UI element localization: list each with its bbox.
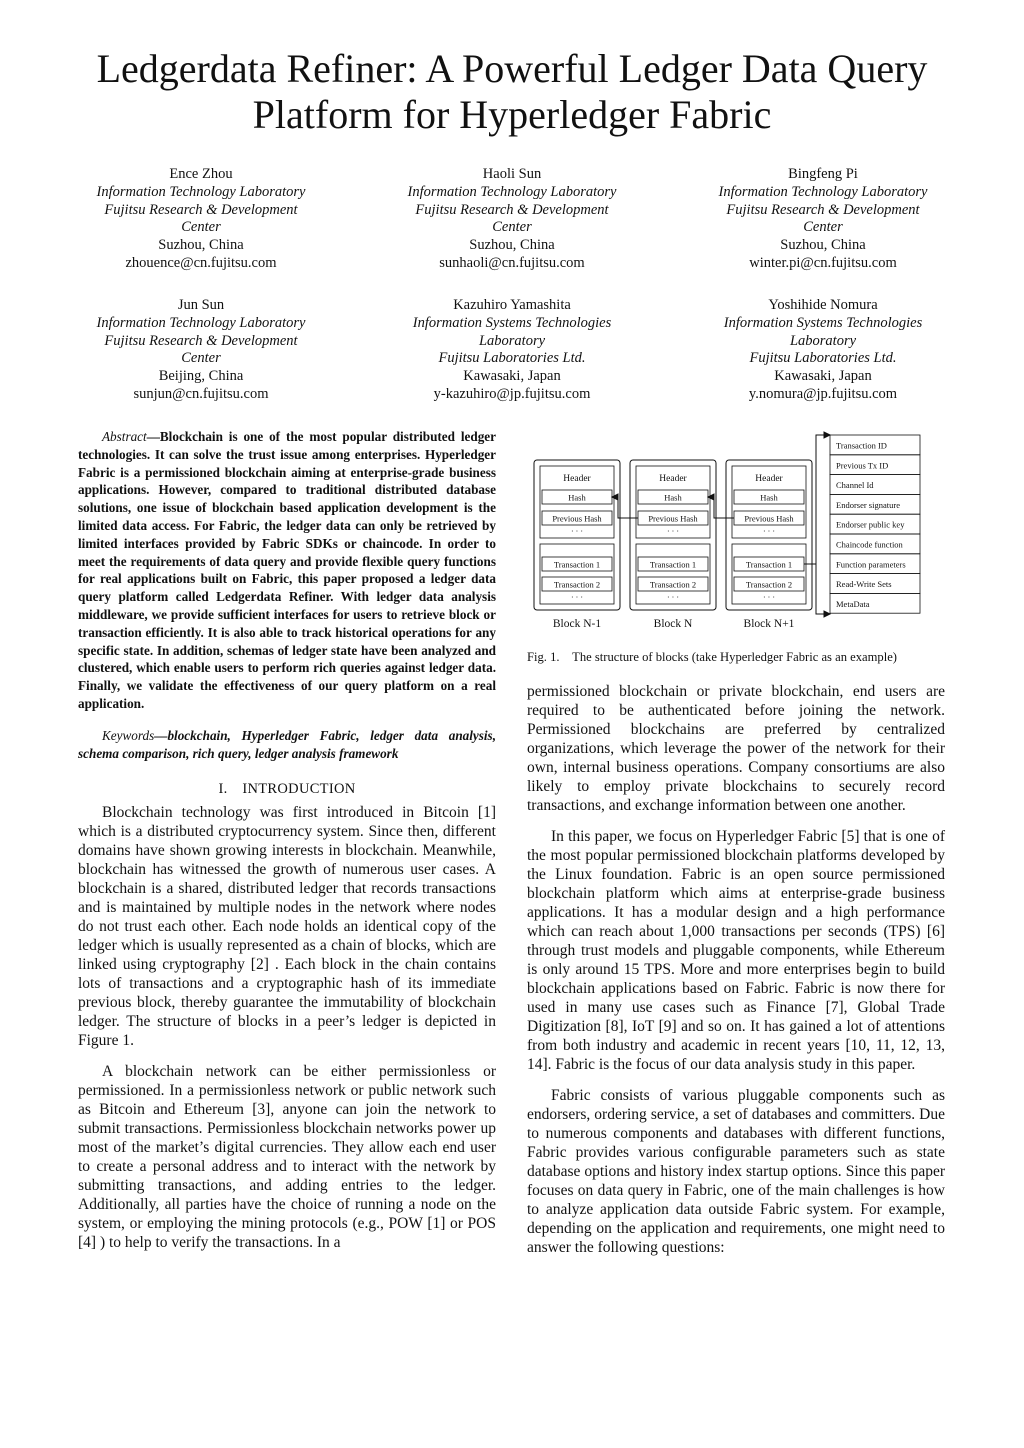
author-email: sunhaoli@cn.fujitsu.com [439, 254, 585, 271]
author-email: zhouence@cn.fujitsu.com [125, 254, 277, 271]
transaction-label: Transaction 1 [745, 559, 793, 570]
link-arrow [816, 564, 830, 614]
transaction-label: Transaction 2 [745, 579, 793, 590]
author-affiliation: Information Systems Technologies [723, 314, 923, 331]
field-label: Transaction ID [836, 440, 887, 451]
abstract-text: —Blockchain is one of the most popular distributed ledger technologies. It can solve the trust issue among enterprises. Hyperledger Fabric is a permissioned blockchain aiming at enterprise-grade business applications. However, compared to traditional distributed database solutions, one issue of blockchain based application development is the limited data access. For Fabric, the ledger data can only be retrieved by limited interfaces provided by Fabric SDKs or chaincode. In order to meet the requirements of data query and provide flexible query functions for real applications built on Fabric, this paper proposed a ledger data query platform called Ledgerdata Refiner. With ledger data analysis middleware, we provide sufficient interfaces for users to retrieve block or transaction efficiently. It is also able to track historical operations for any specific state. In addition, schemas of ledger state have been analyzed and clustered, which enable users to perform rich queries against ledger data. Finally, we validate the effectiveness of our query platform on a real application. [78, 429, 496, 711]
title-line-2: Platform for Hyperledger Fabric [252, 92, 772, 137]
link-arrow [804, 435, 830, 564]
abstract [78, 428, 496, 713]
author-block [362, 297, 662, 404]
block-3 [726, 460, 812, 630]
author-affiliation: Center [181, 350, 221, 367]
section-initial: I [242, 781, 248, 798]
prev-hash-label: Previous Hash [648, 513, 698, 524]
title-line-1: Ledgerdata Refiner: A Powerful Ledger Data Query [96, 46, 928, 91]
author-name: Ence Zhou [169, 166, 233, 182]
transaction-fields [830, 435, 920, 613]
transaction-label: Transaction 1 [553, 559, 601, 570]
author-block [362, 166, 662, 273]
link-arrow [612, 497, 638, 518]
author-block [51, 297, 351, 404]
author-affiliation: Fujitsu Research & Development [104, 332, 298, 349]
hash-label: Hash [568, 492, 586, 503]
body-paragraph: Fabric consists of various pluggable components such as endorsers, ordering service, a set of databases and committers. Due to numerous components and databases with different functions, Fabric provides various configurable parameters such as state database options and history index startup options. Since this paper focuses on data query in Fabric, one of the main challenges is how to analyze application data outside Fabric system. For example, depending on the application and requirements, one might need to answer the following questions: [527, 1087, 945, 1256]
hash-label: Hash [760, 492, 778, 503]
block-label: Block N-1 [552, 618, 602, 630]
transaction-label: Transaction 2 [553, 579, 601, 590]
body-paragraph: In this paper, we focus on Hyperledger Fabric [5] that is one of the most popular permissioned blockchain platforms developed by the Linux foundation. Fabric is an open source permissioned blockchain platform which aims at enterprise-grade business applications. It has a modular design and a high performance which can reach about 1,000 transactions per seconds (TPS) [6] through trust models and pluggable components, while Ethereum is only around 15 TPS. More and more enterprises begin to build blockchain applications based on Fabric. Fabric is now there for used in many use cases such as Finance [7], Global Trade Digitization [8], IoT [9] and so on. It has gained a lot of attentions from both industry and academic in recent years [10, 11, 12, 13, 14]. Fabric is the focus of our data analysis study in this paper. [527, 828, 945, 1073]
author-name: Bingfeng Pi [788, 166, 858, 182]
author-affiliation: Fujitsu Laboratories Ltd. [438, 350, 586, 367]
body-paragraph: permissioned blockchain or private blockchain, end users are required to be authenticated before joining the network. Permissioned blockchains are preferred by centralized organizations, which leverage the power of the network for their own, internal business operations. Company consortiums are also likely to employ private blockchains to securely record transactions, and exchange information between one another. [527, 683, 945, 814]
arrow-head [612, 494, 618, 500]
right-column [527, 682, 945, 1257]
author-location: Suzhou, China [469, 237, 555, 254]
author-block [51, 166, 351, 273]
author-location: Suzhou, China [780, 237, 866, 254]
ellipsis: · · · [763, 593, 775, 602]
field-label: Channel Id [836, 480, 874, 491]
author-affiliation: Fujitsu Research & Development [726, 201, 920, 218]
author-block [673, 297, 973, 404]
arrow-head [708, 494, 714, 500]
keywords [78, 727, 496, 763]
arrow-head [824, 432, 830, 438]
arrow-head [824, 611, 830, 617]
link-arrow [708, 497, 734, 518]
author-location: Suzhou, China [158, 237, 244, 254]
author-email: y-kazuhiro@jp.fujitsu.com [433, 385, 591, 402]
field-label: Endorser signature [836, 499, 900, 510]
prev-hash-label: Previous Hash [744, 513, 794, 524]
author-affiliation: Fujitsu Research & Development [415, 201, 609, 218]
field-label: MetaData [836, 598, 870, 609]
author-affiliation: Center [492, 219, 532, 236]
author-email: y.nomura@jp.fujitsu.com [748, 385, 898, 402]
paper-title [40, 46, 984, 138]
author-affiliation: Information Technology Laboratory [718, 183, 928, 200]
ellipsis: · · · [571, 593, 583, 602]
author-affiliation: Information Technology Laboratory [96, 314, 306, 331]
author-affiliation: Center [181, 219, 221, 236]
author-affiliation: Information Systems Technologies [412, 314, 612, 331]
author-affiliation: Fujitsu Research & Development [104, 201, 298, 218]
block-1 [534, 460, 620, 630]
header-label: Header [563, 474, 591, 484]
hash-label: Hash [664, 492, 682, 503]
left-column [78, 428, 496, 1252]
header-label: Header [755, 474, 783, 484]
field-label: Function parameters [836, 559, 906, 570]
author-email: winter.pi@cn.fujitsu.com [749, 254, 897, 271]
author-name: Haoli Sun [482, 166, 542, 182]
author-affiliation: Information Technology Laboratory [407, 183, 617, 200]
author-block [673, 166, 973, 273]
author-email: sunjun@cn.fujitsu.com [133, 385, 269, 402]
author-location: Beijing, China [158, 368, 244, 385]
block-2 [630, 460, 716, 630]
transaction-label: Transaction 1 [649, 559, 697, 570]
section-number: I. [218, 781, 228, 798]
author-name: Kazuhiro Yamashita [453, 297, 571, 313]
author-name: Jun Sun [177, 297, 225, 313]
author-name: Yoshihide Nomura [768, 297, 878, 313]
ellipsis: · · · [667, 527, 679, 536]
field-label: Chaincode function [836, 539, 903, 550]
section-heading [78, 780, 496, 799]
field-label: Read-Write Sets [836, 579, 892, 590]
transaction-label: Transaction 2 [649, 579, 697, 590]
figure-caption: Fig. 1. The structure of blocks (take Hyperledger Fabric as an example) [527, 650, 897, 664]
header-label: Header [659, 474, 687, 484]
author-location: Kawasaki, Japan [774, 368, 872, 385]
block-label: Block N [653, 618, 693, 630]
author-affiliation: Laboratory [478, 332, 546, 349]
author-affiliation: Information Technology Laboratory [96, 183, 306, 200]
body-paragraph: Blockchain technology was first introduced in Bitcoin [1] which is a distributed cryptocurrency system. Since then, different domains have shown growing interests in blockchain. Meanwhile, blockchain has witnessed the growth of numerous user cases. A blockchain is a shared, distributed ledger that records transactions and is maintained by multiple nodes in the network where nodes do not trust each other. Each node holds an identical copy of the ledger which is usually represented as a chain of blocks, which are linked using cryptography [2] . Each block in the chain contains lots of transactions and a cryptographic hash of its immediate previous block, thereby guarantee the immutability of blockchain ledger. The structure of blocks in a peer’s ledger is depicted in Figure 1. [78, 804, 496, 1050]
author-affiliation: Laboratory [789, 332, 857, 349]
ellipsis: · · · [763, 527, 775, 536]
block-label: Block N+1 [743, 618, 795, 630]
author-affiliation: Fujitsu Laboratories Ltd. [749, 350, 897, 367]
author-location: Kawasaki, Japan [463, 368, 561, 385]
ellipsis: · · · [571, 527, 583, 536]
author-affiliation: Center [803, 219, 843, 236]
keywords-text: —blockchain, Hyperledger Fabric, ledger data analysis, schema comparison, rich query, ledger analysis framework [78, 727, 496, 761]
field-label: Previous Tx ID [836, 460, 889, 471]
keywords-label: Keywords [102, 727, 155, 743]
figure-block-structure [526, 428, 944, 646]
abstract-label: Abstract [102, 429, 147, 444]
ellipsis: · · · [667, 593, 679, 602]
section-title: NTRODUCTION [247, 781, 356, 798]
prev-hash-label: Previous Hash [552, 513, 602, 524]
body-paragraph: A blockchain network can be either permissionless or permissioned. In a permissionless network or public network such as Bitcoin and Ethereum [3], anyone can join the network to submit transactions. Permissionless blockchain networks power up most of the market’s digital currencies. They allow each end user to create a personal address and to interact with the network by submitting transactions, and adding entries to the ledger. Additionally, all parties have the choice of running a node on the system, or employing the mining protocols (e.g., POW [1] or POS [4] ) to help to verify the transactions. In a [78, 1063, 496, 1252]
field-label: Endorser public key [836, 519, 905, 530]
